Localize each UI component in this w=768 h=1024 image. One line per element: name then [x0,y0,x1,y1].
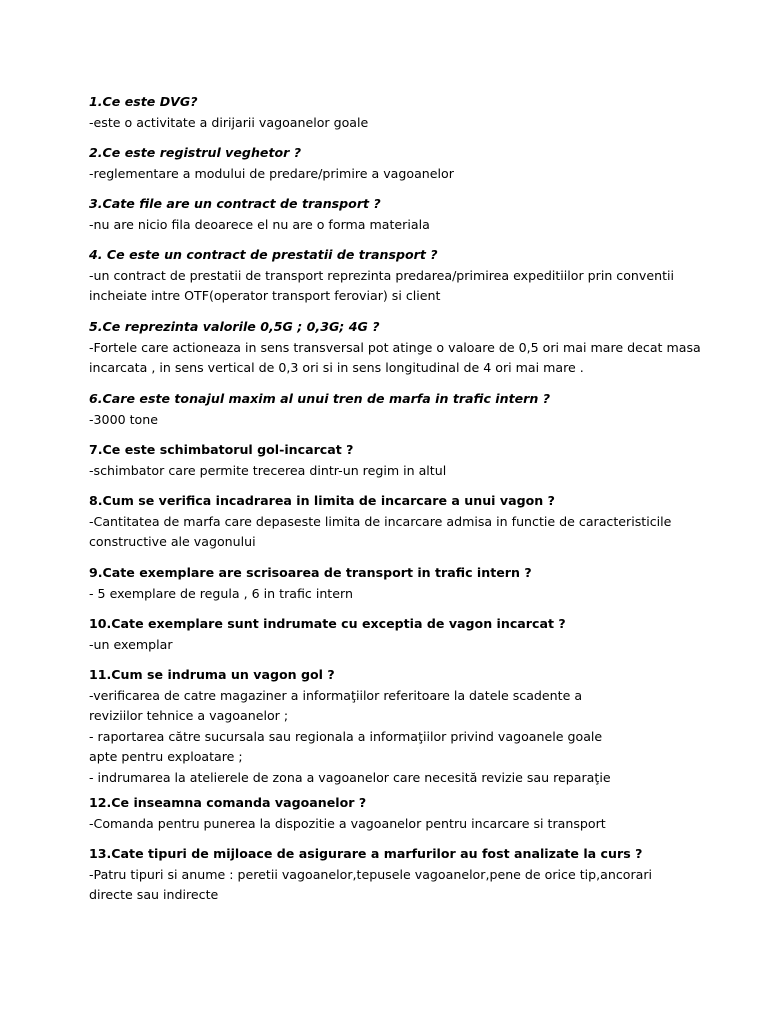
question-5: 5.Ce reprezinta valorile 0,5G ; 0,3G; 4G ? [89,319,380,334]
qa-item-10 [89,614,689,655]
answer-8-line-1: -Cantitatea de marfa care depaseste limita de incarcare admisa in functie de caracteristicile [89,513,672,529]
question-12: 12.Ce inseamna comanda vagoanelor ? [89,795,367,810]
question-10: 10.Cate exemplare sunt indrumate cu exceptia de vagon incarcat ? [89,616,566,631]
answer-2-line-1: -reglementare a modului de predare/primire a vagoanelor [89,165,454,181]
question-13: 13.Cate tipuri de mijloace de asigurare a marfurilor au fost analizate la curs ? [89,846,643,861]
qa-item-3 [89,194,689,235]
answer-11-line-5: - indrumarea la atelierele de zona a vagoanelor care necesită revizie sau reparaţie [89,769,611,785]
answer-5-line-1: -Fortele care actioneaza in sens transversal pot atinge o valoare de 0,5 ori mai mare decat masa [89,339,701,355]
answer-6-line-1: -3000 tone [89,411,158,427]
question-7: 7.Ce este schimbatorul gol-incarcat ? [89,442,354,457]
qa-item-13 [89,844,689,906]
answer-7-line-1: -schimbator care permite trecerea dintr-un regim in altul [89,462,447,478]
question-2: 2.Ce este registrul veghetor ? [89,145,302,160]
qa-item-5 [89,317,701,379]
question-11: 11.Cum se indruma un vagon gol ? [89,667,335,682]
question-8: 8.Cum se verifica incadrarea in limita de incarcare a unui vagon ? [89,493,555,508]
question-3: 3.Cate file are un contract de transport ? [89,196,381,211]
answer-3-line-1: -nu are nicio fila deoarece el nu are o forma materiala [89,216,430,232]
answer-5-line-2: incarcata , in sens vertical de 0,3 ori si in sens longitudinal de 4 ori mai mare . [89,360,584,375]
answer-1-line-1: -este o activitate a dirijarii vagoanelor goale [89,114,369,130]
question-6: 6.Care este tonajul maxim al unui tren de marfa in trafic intern ? [89,391,551,406]
answer-4-line-1: -un contract de prestatii de transport reprezinta predarea/primirea expeditiilor prin conventii [89,267,675,283]
answer-9-line-1: - 5 exemplare de regula , 6 in trafic intern [89,585,353,601]
qa-item-9 [89,563,689,604]
answer-11-line-2: reviziilor tehnice a vagoanelor ; [89,708,289,723]
question-4: 4. Ce este un contract de prestatii de transport ? [89,247,438,262]
qa-item-8 [89,491,689,553]
qa-item-11 [89,665,689,788]
answer-11-line-1: -verificarea de catre magaziner a informaţiilor referitoare la datele scadente a [89,687,583,703]
qa-item-12 [89,793,689,834]
qa-item-1 [89,92,689,133]
answer-12-line-1: -Comanda pentru punerea la dispozitie a vagoanelor pentru incarcare si transport [89,815,606,831]
answer-10-line-1: -un exemplar [89,636,173,652]
answer-8-line-2: constructive ale vagonului [89,534,256,549]
qa-item-6 [89,389,689,430]
qa-item-2 [89,143,689,184]
answer-13-line-2: directe sau indirecte [89,887,219,902]
answer-11-line-4: apte pentru exploatare ; [89,749,243,764]
qa-item-4 [89,245,689,307]
answer-13-line-1: -Patru tipuri si anume : peretii vagoanelor,tepusele vagoanelor,pene de orice tip,ancorari [89,866,653,882]
question-9: 9.Cate exemplare are scrisoarea de transport in trafic intern ? [89,565,532,580]
question-1: 1.Ce este DVG? [89,94,198,109]
answer-4-line-2: incheiate intre OTF(operator transport feroviar) si client [89,288,441,303]
answer-11-line-3: - raportarea către sucursala sau regionala a informaţiilor privind vagoanele goale [89,728,603,744]
qa-item-7 [89,440,689,481]
